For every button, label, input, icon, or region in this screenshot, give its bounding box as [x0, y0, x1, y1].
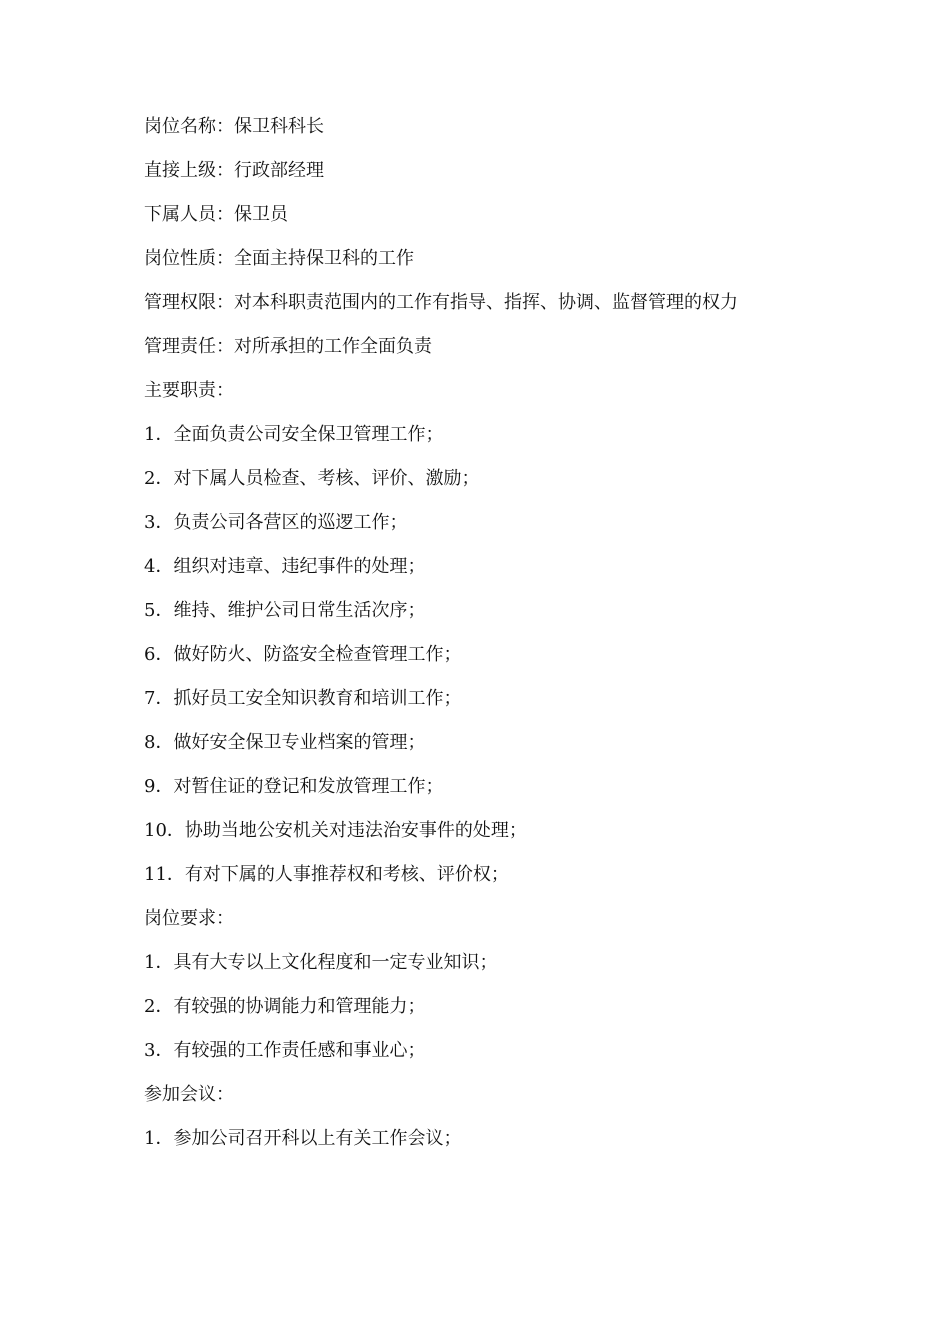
- direct-superior-line: 直接上级：行政部经理: [144, 160, 324, 181]
- duty-item: 7．抓好员工安全知识教育和培训工作；: [144, 688, 462, 709]
- duty-item: 9．对暂住证的登记和发放管理工作；: [144, 776, 444, 797]
- management-authority-line: 管理权限：对本科职责范围内的工作有指导、指挥、协调、监督管理的权力: [144, 292, 738, 313]
- duty-item: 3．负责公司各营区的巡逻工作；: [144, 512, 408, 533]
- duty-item: 4．组织对违章、违纪事件的处理；: [144, 556, 426, 577]
- position-name-line: 岗位名称：保卫科科长: [144, 116, 324, 137]
- duty-item: 11．有对下属的人事推荐权和考核、评价权；: [144, 864, 509, 885]
- duty-item: 10．协助当地公安机关对违法治安事件的处理；: [144, 820, 527, 841]
- requirement-item: 1．具有大专以上文化程度和一定专业知识；: [144, 952, 498, 973]
- duty-item: 6．做好防火、防盗安全检查管理工作；: [144, 644, 462, 665]
- duty-item: 8．做好安全保卫专业档案的管理；: [144, 732, 426, 753]
- requirement-item: 3．有较强的工作责任感和事业心；: [144, 1040, 426, 1061]
- main-duties-heading: 主要职责：: [144, 380, 234, 401]
- management-responsibility-line: 管理责任：对所承担的工作全面负责: [144, 336, 432, 357]
- document-body: [144, 112, 864, 1168]
- duty-item: 2．对下属人员检查、考核、评价、激励；: [144, 468, 480, 489]
- duty-item: 1．全面负责公司安全保卫管理工作；: [144, 424, 444, 445]
- position-requirements-heading: 岗位要求：: [144, 908, 234, 929]
- subordinates-line: 下属人员：保卫员: [144, 204, 288, 225]
- requirement-item: 2．有较强的协调能力和管理能力；: [144, 996, 426, 1017]
- duty-item: 5．维持、维护公司日常生活次序；: [144, 600, 426, 621]
- position-nature-line: 岗位性质：全面主持保卫科的工作: [144, 248, 414, 269]
- meetings-heading: 参加会议：: [144, 1084, 234, 1105]
- meeting-item: 1．参加公司召开科以上有关工作会议；: [144, 1128, 462, 1149]
